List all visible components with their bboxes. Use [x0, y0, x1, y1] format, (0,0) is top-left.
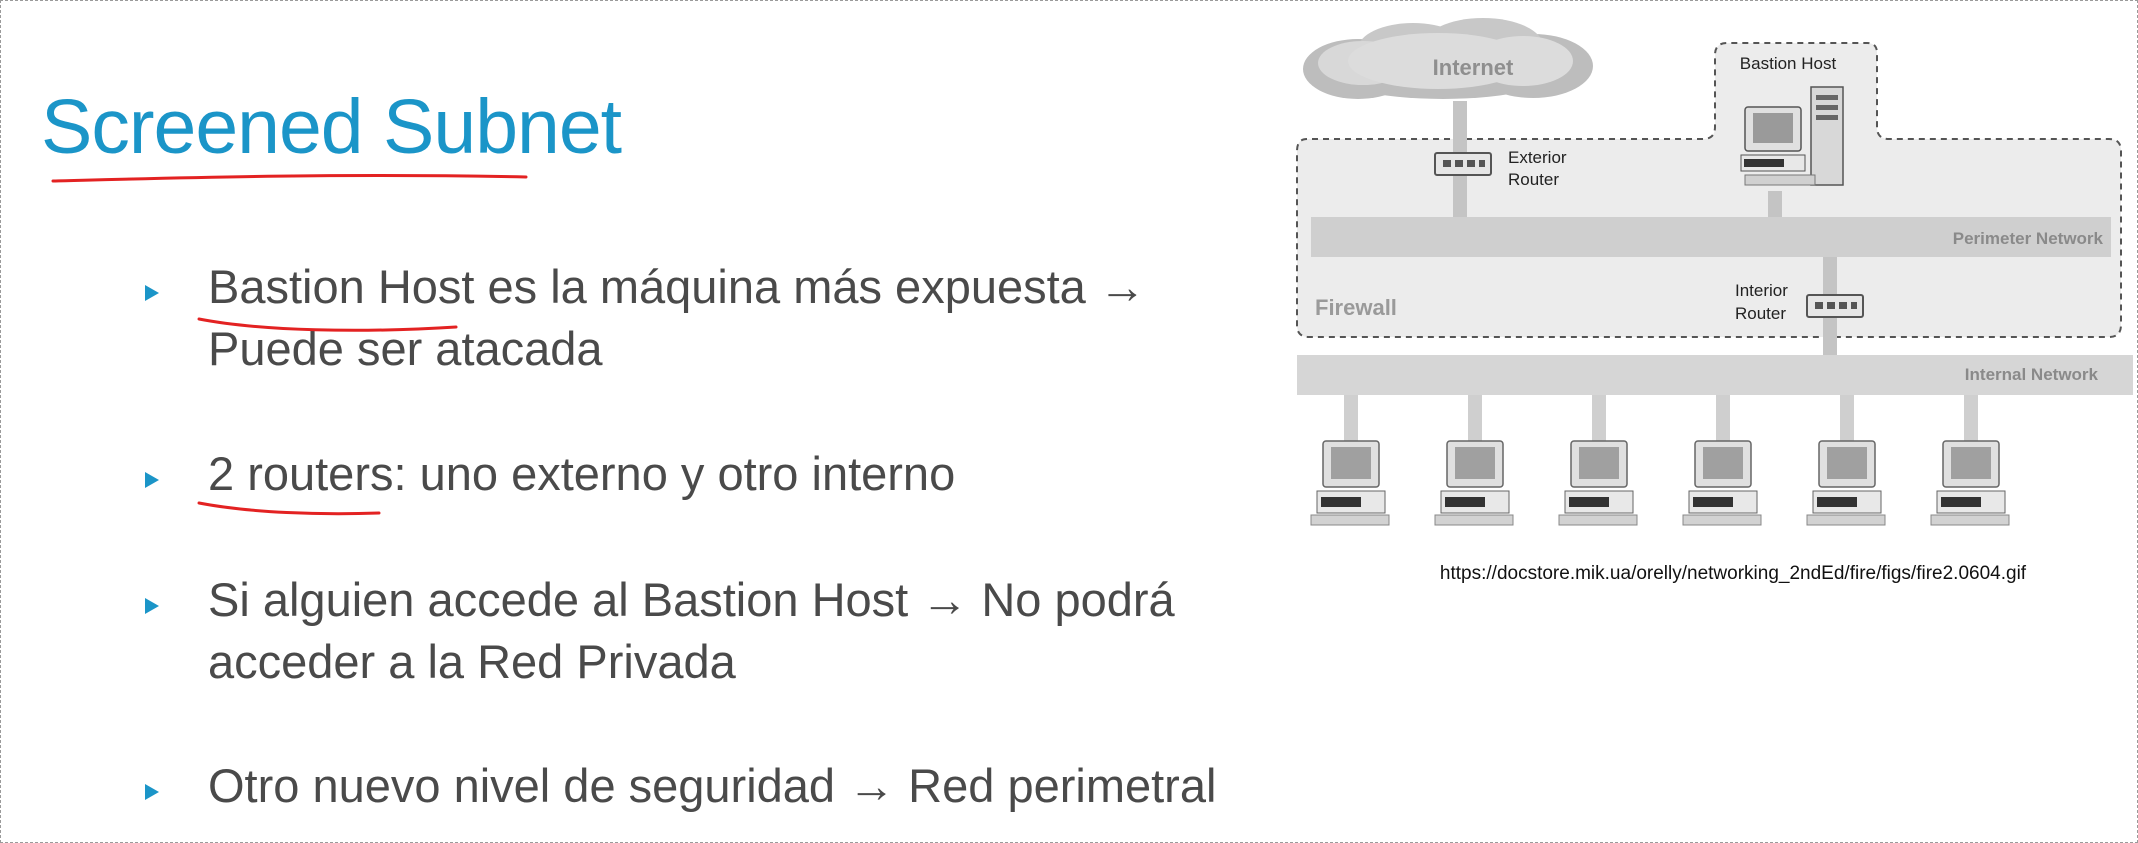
- exterior-router-label-line1: Exterior: [1508, 148, 1567, 167]
- interior-router-label-line1: Interior: [1735, 281, 1788, 300]
- bastion-host-label: Bastion Host: [1739, 54, 1837, 73]
- internal-network-label: Internal Network: [1964, 365, 2098, 384]
- interior-router-label-line2: Router: [1735, 304, 1787, 323]
- workstation-icon: [1807, 395, 1885, 525]
- slide-title: Screened Subnet: [41, 84, 622, 170]
- exterior-router-icon: [1435, 153, 1491, 175]
- firewall-label: Firewall: [1315, 295, 1397, 320]
- bullet-arrow-icon: [145, 285, 159, 301]
- workstation-icon: [1931, 395, 2009, 525]
- interior-router-icon: [1807, 295, 1863, 317]
- figure-source-link[interactable]: https://docstore.mik.ua/orelly/networking_2ndEd/fire/figs/fire2.0604.gif: [1439, 563, 2027, 584]
- perimeter-network-label: Perimeter Network: [1952, 229, 2103, 248]
- exterior-router-label-line2: Router: [1508, 170, 1560, 189]
- bullet-text: 2 routers: uno externo y otro interno: [208, 447, 956, 500]
- screened-subnet-diagram: [1283, 11, 2133, 551]
- workstation-icon: [1559, 395, 1637, 525]
- bullet-arrow-icon: [145, 472, 159, 488]
- workstation-icon: [1683, 395, 1761, 525]
- workstation-icon: [1311, 395, 1389, 525]
- internet-label: Internet: [1432, 55, 1514, 80]
- bullet-arrow-icon: [145, 784, 159, 800]
- title-underline: [53, 176, 526, 181]
- bullet-text: Si alguien accede al Bastion Host → No podrá acceder a la Red Privada: [208, 573, 1175, 688]
- bullet-text: Bastion Host es la máquina más expuesta → Puede ser atacada: [208, 260, 1146, 375]
- bullet-arrow-icon: [145, 598, 159, 614]
- bullet-text: Otro nuevo nivel de seguridad → Red perimetral: [208, 759, 1217, 812]
- workstation-icon: [1435, 395, 1513, 525]
